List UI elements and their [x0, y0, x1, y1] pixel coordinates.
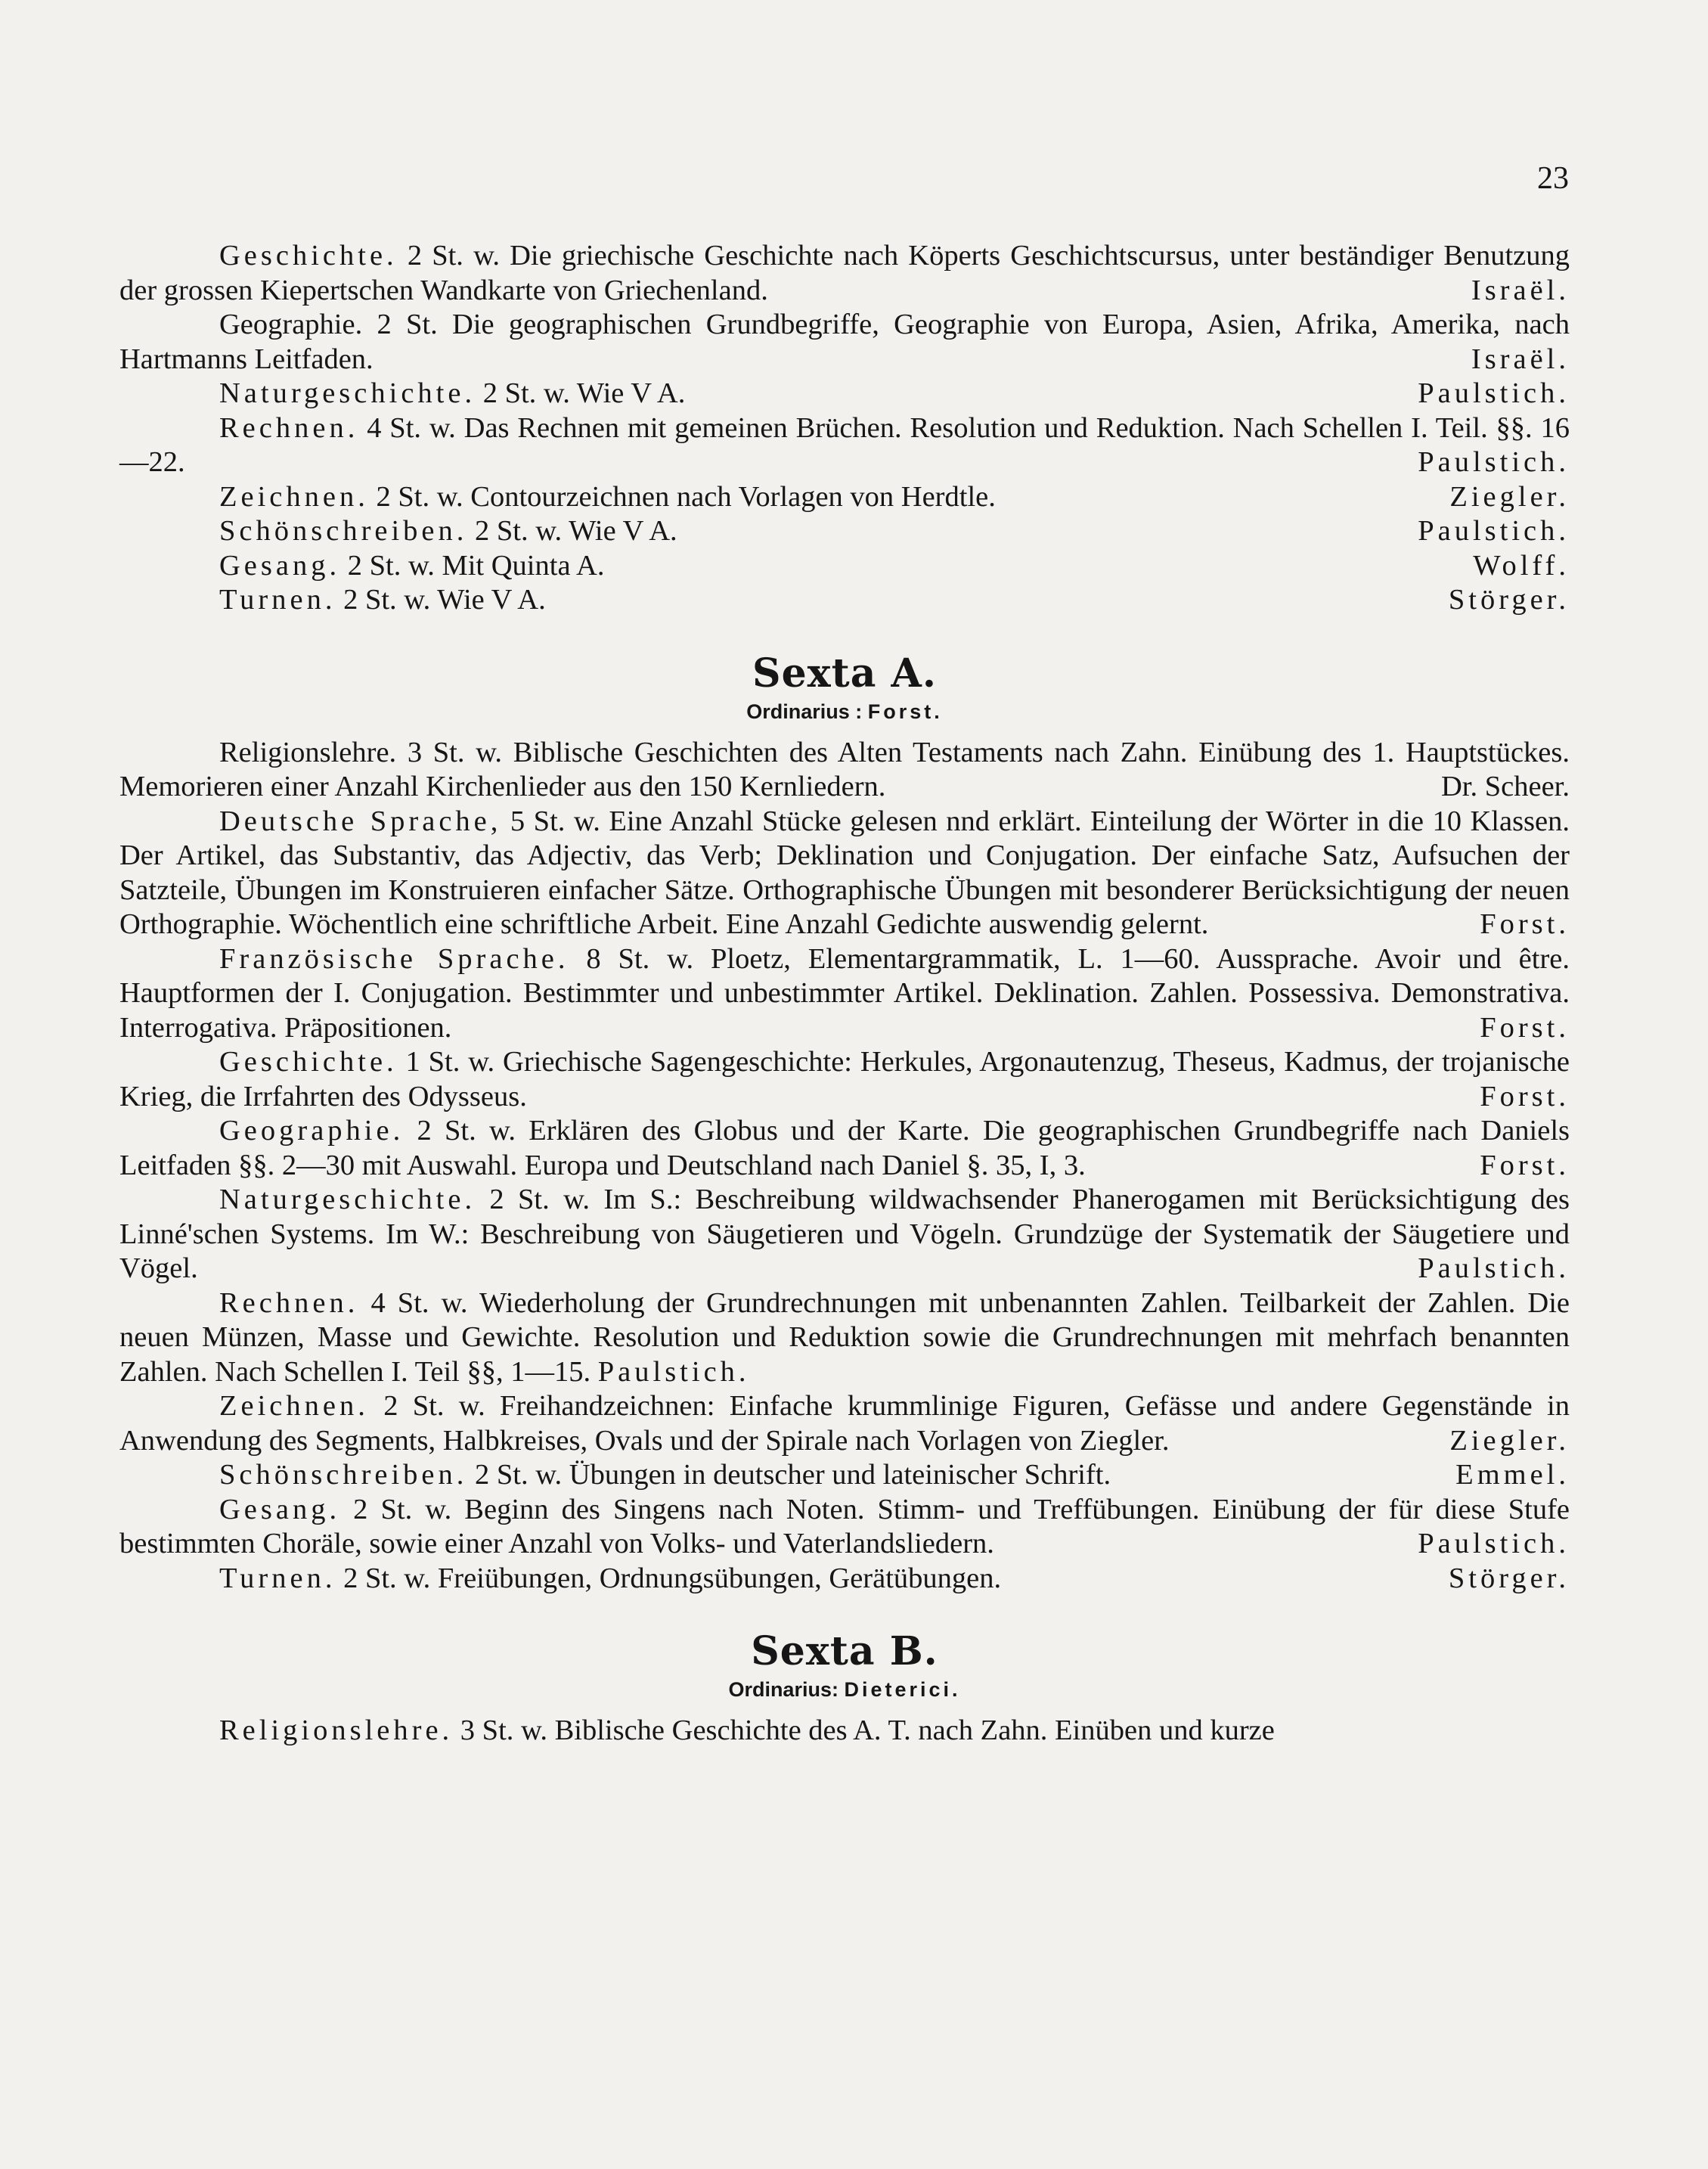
entry-turnen: Turnen. 2 St. w. Freiübungen, Ordnungsübungen, Gerätübungen. Störger.	[119, 1562, 1570, 1596]
teacher: Störger.	[1448, 1562, 1570, 1594]
teacher: Israël.	[1471, 274, 1570, 306]
teacher: Paulstich.	[1418, 377, 1570, 409]
section-sexta-a	[119, 651, 1570, 727]
teacher: Forst.	[1480, 1149, 1570, 1181]
teacher: Wolff.	[1473, 549, 1570, 582]
teacher: Ziegler.	[1449, 480, 1570, 513]
teacher: Paulstich.	[1418, 1252, 1570, 1284]
section-title: Sexta B.	[751, 1628, 938, 1674]
teacher: Ziegler.	[1449, 1424, 1570, 1457]
teacher: Israël.	[1471, 343, 1570, 375]
entry-turnen: Turnen. 2 St. w. Wie V A. Störger.	[119, 583, 1570, 618]
entry-gesang: Gesang. 2 St. w. Mit Quinta A. Wolff.	[119, 549, 1570, 584]
entry-gesang: Gesang. 2 St. w. Beginn des Singens nach Noten. Stimm- und Treffübungen. Einübung der für diese Stufe bestimmten Choräle, sowie einer Anzahl von Volks- und Vaterlandsliedern. Paulstich.	[119, 1493, 1570, 1562]
teacher: Paulstich.	[1418, 515, 1570, 547]
ordinarius-name: Dieterici.	[844, 1678, 961, 1701]
section-sexta-b	[119, 1629, 1570, 1705]
teacher: Paulstich.	[1418, 446, 1570, 478]
teacher: Paulstich.	[1418, 1528, 1570, 1559]
ordinarius-name: Forst.	[867, 700, 943, 723]
entry-zeichnen: Zeichnen. 2 St. w. Contourzeichnen nach Vorlagen von Herdtle. Ziegler.	[119, 480, 1570, 515]
entry-geographie: Geographie. 2 St. w. Erklären des Globus und der Karte. Die geographischen Grundbegriffe nach Daniels Leitfaden §§. 2—30 mit Auswahl. Europa und Deutschland nach Daniel §. 35, I, 3. Forst.	[119, 1114, 1570, 1183]
teacher: Forst.	[1480, 1080, 1570, 1112]
sexta-a-entries	[119, 736, 1570, 1596]
section-title: Sexta A.	[752, 650, 937, 697]
entry-religionslehre: Religionslehre. 3 St. w. Biblische Geschichte des A. T. nach Zahn. Einüben und kurze	[219, 1714, 1275, 1746]
teacher: Forst.	[1480, 1011, 1570, 1044]
entry-geographie: Geographie. 2 St. Die geographischen Grundbegriffe, Geographie von Europa, Asien, Afrika, Amerika, nach Hartmanns Leitfaden. Israël.	[119, 308, 1570, 377]
entry-schoenschreiben: Schönschreiben. 2 St. w. Wie V A. Paulstich.	[119, 514, 1570, 549]
entry-geschichte: Geschichte. 2 St. w. Die griechische Geschichte nach Köperts Geschichtscursus, unter beständiger Benutzung der grossen Kiepertschen Wandkarte von Griechenland. Israël.	[119, 239, 1570, 308]
entry-rechnen: Rechnen. 4 St. w. Das Rechnen mit gemeinen Brüchen. Resolution und Reduktion. Nach Schellen I. Teil. §§. 16—22. Paulstich.	[119, 411, 1570, 480]
entry-franzoesische-sprache: Französische Sprache. 8 St. w. Ploetz, Elementargrammatik, L. 1—60. Aussprache. Avoir und être. Hauptformen der I. Conjugation. Bestimmter und unbestimmter Artikel. Deklination. Zahlen. Possessiva. Demonstrativa. Interrogativa. Präpositionen. Forst.	[119, 942, 1570, 1046]
teacher: Paulstich.	[597, 1355, 750, 1388]
page-number: 23	[1537, 161, 1569, 196]
teacher: Störger.	[1448, 584, 1570, 616]
entry-geschichte: Geschichte. 1 St. w. Griechische Sagengeschichte: Herkules, Argonautenzug, Theseus, Kadmus, der trojanische Krieg, die Irrfahrten des Odysseus. Forst.	[119, 1045, 1570, 1114]
entry-naturgeschichte: Naturgeschichte. 2 St. w. Wie V A. Paulstich.	[119, 377, 1570, 411]
entry-deutsche-sprache: Deutsche Sprache, 5 St. w. Eine Anzahl Stücke gelesen nnd erklärt. Einteilung der Wörter in die 10 Klassen. Der Artikel, das Substantiv, das Adjectiv, das Verb; Deklination und Conjugation. Der einfache Satz, Aufsuchen der Satzteile, Übungen im Konstruieren einfacher Sätze. Orthographische Übungen mit besonderer Berücksichtigung der neuen Orthographie. Wöchentlich eine schriftliche Arbeit. Eine Anzahl Gedichte auswendig gelernt. Forst.	[119, 805, 1570, 942]
teacher: Emmel.	[1455, 1459, 1570, 1491]
entry-rechnen: Rechnen. 4 St. w. Wiederholung der Grundrechnungen mit unbenannten Zahlen. Teilbarkeit der Zahlen. Die neuen Münzen, Masse und Gewichte. Resolution und Reduktion sowie die Grundrechnungen mit mehrfach benannten Zahlen. Nach Schellen I. Teil §§, 1—15. Paulstich.	[119, 1286, 1570, 1388]
entry-religionslehre: Religionslehre. 3 St. w. Biblische Geschichten des Alten Testaments nach Zahn. Einübung des 1. Hauptstückes. Memorieren einer Anzahl Kirchenlieder aus den 150 Kernliedern. Dr. Scheer.	[119, 736, 1570, 805]
entry-schoenschreiben: Schönschreiben. 2 St. w. Übungen in deutscher und lateinischer Schrift. Emmel.	[119, 1458, 1570, 1493]
teacher: Dr. Scheer.	[1441, 771, 1570, 802]
sexta-b-entries	[119, 1714, 1570, 1749]
entry-zeichnen: Zeichnen. 2 St. w. Freihandzeichnen: Einfache krummlinige Figuren, Gefässe und andere Gegenstände in Anwendung des Segments, Halbkreises, Ovals und der Spirale nach Vorlagen von Ziegler. Ziegler.	[119, 1389, 1570, 1458]
entry-naturgeschichte: Naturgeschichte. 2 St. w. Im S.: Beschreibung wildwachsender Phanerogamen mit Berücksichtigung des Linné'schen Systems. Im W.: Beschreibung von Säugetieren und Vögeln. Grundzüge der Systematik der Säugetiere und Vögel. Paulstich.	[119, 1183, 1570, 1286]
ordinarius-line: Ordinarius: Dieterici.	[728, 1678, 961, 1701]
page-content	[119, 239, 1570, 1749]
top-entries	[119, 239, 1570, 618]
teacher: Forst.	[1480, 908, 1570, 940]
ordinarius-line: Ordinarius : Forst.	[746, 700, 943, 723]
